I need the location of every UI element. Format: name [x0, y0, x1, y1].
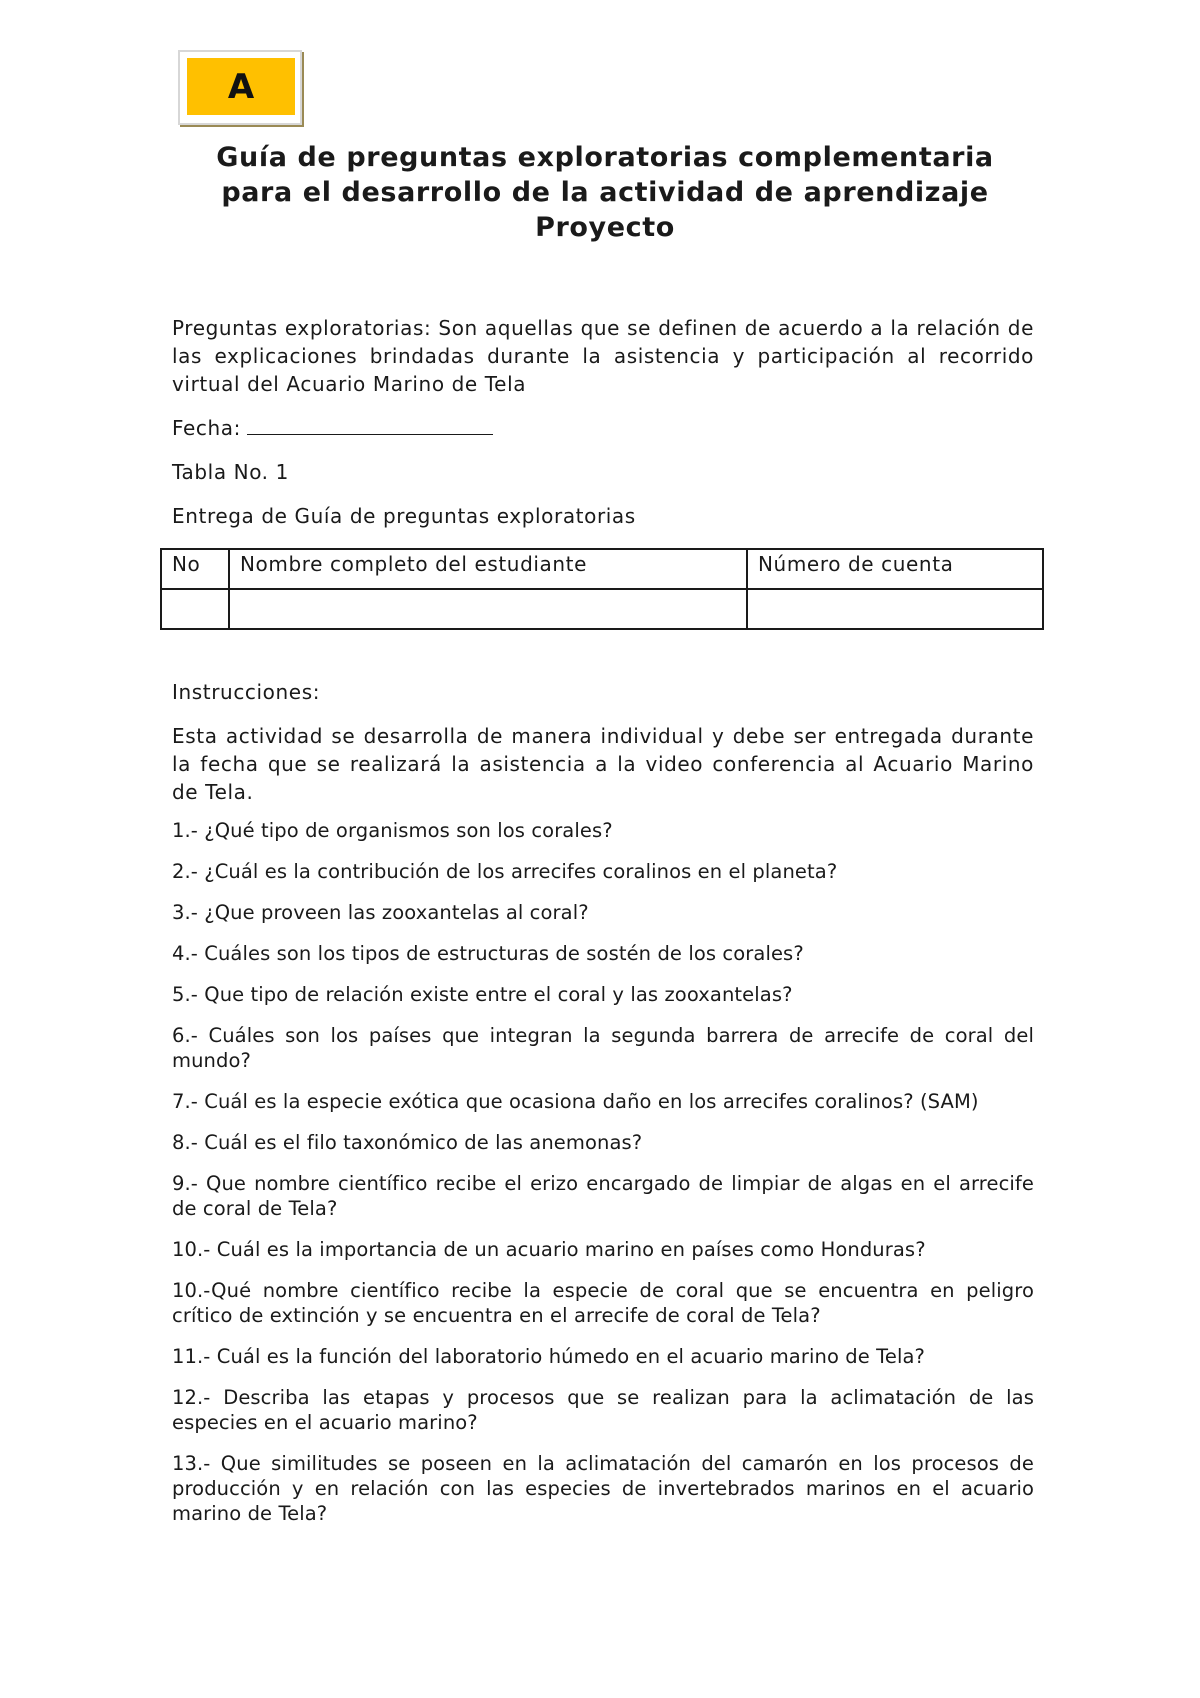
intro-section [172, 314, 1034, 546]
title-line-3: Proyecto [535, 212, 675, 243]
questions-list [172, 818, 1034, 1526]
question-item: 10.- Cuál es la importancia de un acuario marino en países como Honduras? [172, 1238, 926, 1261]
question-item: 7.- Cuál es la especie exótica que ocasiona daño en los arrecifes coralinos? (SAM) [172, 1090, 979, 1113]
intro-paragraph: Preguntas exploratorias: Son aquellas que se definen de acuerdo a la relación de las explicaciones brindadas durante la asistencia y participación al recorrido virtual del Acuario Marino de Tela [172, 316, 1034, 396]
question-item: 13.- Que similitudes se poseen en la aclimatación del camarón en los procesos de producción y en relación con las especies de invertebrados marinos en el acuario marino de Tela? [172, 1452, 1034, 1525]
question-item: 11.- Cuál es la función del laboratorio húmedo en el acuario marino de Tela? [172, 1345, 925, 1368]
tabla-label: Tabla No. 1 [172, 460, 289, 484]
instructions-text: Esta actividad se desarrolla de manera individual y debe ser entregada durante la fecha que se realizará la asistencia a la video conferencia al Acuario Marino de Tela. [172, 724, 1034, 804]
table-row [161, 589, 1043, 629]
fecha-blank-field[interactable] [247, 414, 493, 435]
table-header-cell: No [161, 549, 229, 589]
tabla-caption: Entrega de Guía de preguntas exploratorias [172, 504, 636, 528]
question-item: 4.- Cuáles son los tipos de estructuras de sostén de los corales? [172, 942, 804, 965]
table-cell-no[interactable] [161, 589, 229, 629]
table-header-cell: Nombre completo del estudiante [229, 549, 747, 589]
section-badge-letter: A [187, 58, 295, 115]
students-table-wrapper [160, 548, 1042, 630]
instructions-label: Instrucciones: [172, 680, 321, 704]
question-item: 12.- Describa las etapas y procesos que se realizan para la aclimatación de las especies en el acuario marino? [172, 1386, 1034, 1434]
table-header-row [161, 549, 1043, 589]
question-item: 1.- ¿Qué tipo de organismos son los corales? [172, 819, 613, 842]
table-cell-account[interactable] [747, 589, 1043, 629]
table-cell-name[interactable] [229, 589, 747, 629]
question-item: 3.- ¿Que proveen las zooxantelas al coral? [172, 901, 589, 924]
students-table [160, 548, 1044, 630]
section-badge [178, 50, 302, 125]
fecha-line [172, 414, 1034, 442]
question-item: 10.-Qué nombre científico recibe la especie de coral que se encuentra en peligro crítico de extinción y se encuentra en el arrecife de coral de Tela? [172, 1279, 1034, 1327]
instructions-section [172, 678, 1034, 1542]
title-line-1: Guía de preguntas exploratorias complementaria [216, 142, 994, 173]
title-line-2: para el desarrollo de la actividad de aprendizaje [221, 177, 989, 208]
question-item: 2.- ¿Cuál es la contribución de los arrecifes coralinos en el planeta? [172, 860, 838, 883]
fecha-label: Fecha: [172, 416, 241, 440]
question-item: 9.- Que nombre científico recibe el erizo encargado de limpiar de algas en el arrecife de coral de Tela? [172, 1172, 1034, 1220]
document-title [150, 140, 1060, 245]
question-item: 8.- Cuál es el filo taxonómico de las anemonas? [172, 1131, 643, 1154]
table-header-cell: Número de cuenta [747, 549, 1043, 589]
question-item: 6.- Cuáles son los países que integran la segunda barrera de arrecife de coral del mundo? [172, 1024, 1034, 1072]
question-item: 5.- Que tipo de relación existe entre el coral y las zooxantelas? [172, 983, 793, 1006]
